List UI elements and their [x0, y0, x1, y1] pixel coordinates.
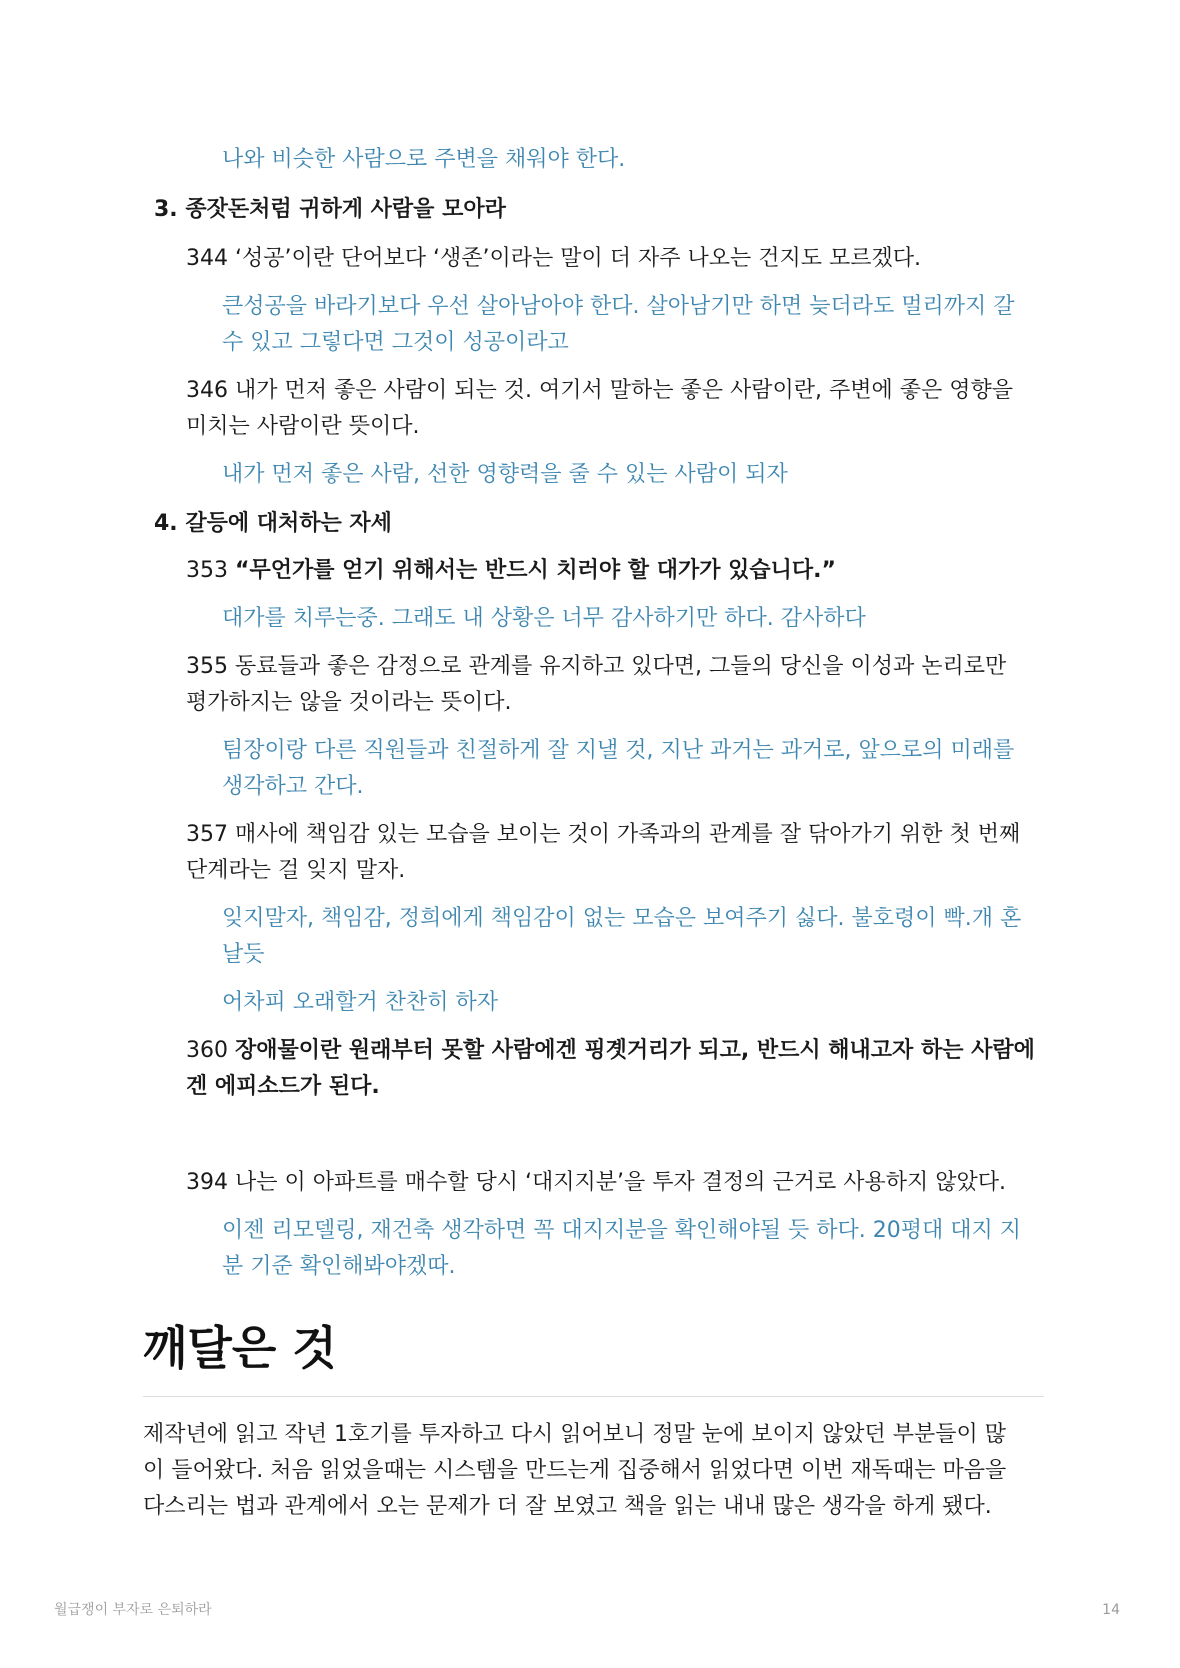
note-346: 내가 먼저 좋은 사람, 선한 영향력을 줄 수 있는 사람이 되자: [222, 462, 788, 487]
realization-heading: 깨달은 것: [143, 1321, 337, 1375]
list-number: 4.: [154, 511, 178, 536]
quote-355-line-2: 평가하지는 않을 것이라는 뜻이다.: [186, 690, 512, 715]
footer-page-number: 14: [1102, 1602, 1120, 1618]
quote-353: [186, 556, 836, 586]
note-357-line-2: 날듯: [222, 942, 265, 967]
realization-paragraph-line-2: 이 들어왔다. 처음 읽었을때는 시스템을 만드는게 집중해서 읽었다면 이번 재독때는 마음을: [143, 1458, 1007, 1483]
section-title: 종잣돈처럼 귀하게 사람을 모아라: [185, 197, 506, 222]
note-355-line-2: 생각하고 간다.: [222, 774, 364, 799]
footer-book-title: 월급쟁이 부자로 은퇴하라: [54, 1602, 212, 1618]
section-4-heading: [154, 509, 392, 539]
quote-346-line-2: 미치는 사람이란 뜻이다.: [186, 414, 420, 439]
note-357-line-3: 어차피 오래할거 찬찬히 하자: [222, 990, 499, 1015]
realization-paragraph-line-1: 제작년에 읽고 작년 1호기를 투자하고 다시 읽어보니 정말 눈에 보이지 않았던 부분들이 많: [143, 1422, 1006, 1447]
quote-394: 394 나는 이 아파트를 매수할 당시 ‘대지지분’을 투자 결정의 근거로 사용하지 않았다.: [186, 1170, 1006, 1195]
quote-357-line-2: 단계라는 걸 잊지 말자.: [186, 858, 406, 883]
quote-360-line-1: [186, 1036, 1035, 1066]
quote-text: 장애물이란 원래부터 못할 사람에겐 핑곗거리가 되고, 반드시 해내고자 하는 사람에: [235, 1038, 1035, 1063]
quote-360-line-2: 겐 에피소드가 된다.: [186, 1074, 380, 1099]
quote-344: 344 ‘성공’이란 단어보다 ‘생존’이라는 말이 더 자주 나오는 건지도 모르겠다.: [186, 246, 921, 271]
section-3-heading: [154, 195, 506, 225]
quote-number: 360: [186, 1038, 228, 1063]
quote-357-line-1: 357 매사에 책임감 있는 모습을 보이는 것이 가족과의 관계를 잘 닦아가기 위한 첫 번째: [186, 822, 1021, 847]
note-353: 대가를 치루는중. 그래도 내 상황은 너무 감사하기만 하다. 감사하다: [222, 606, 866, 631]
note-344-line-1: 큰성공을 바라기보다 우선 살아남아야 한다. 살아남기만 하면 늦더라도 멀리까지 갈: [222, 294, 1015, 319]
note-355-line-1: 팀장이랑 다른 직원들과 친절하게 잘 지낼 것, 지난 과거는 과거로, 앞으로의 미래를: [222, 738, 1015, 763]
quote-number: 353: [186, 558, 228, 583]
quote-346-line-1: 346 내가 먼저 좋은 사람이 되는 것. 여기서 말하는 좋은 사람이란, 주변에 좋은 영향을: [186, 378, 1013, 403]
quote-text: “무언가를 얻기 위해서는 반드시 치러야 할 대가가 있습니다.”: [235, 558, 836, 583]
note-357-line-1: 잊지말자, 책임감, 정희에게 책임감이 없는 모습은 보여주기 싫다. 불호령이 빡.개 혼: [222, 906, 1022, 931]
heading-divider: [143, 1396, 1044, 1397]
quote-355-line-1: 355 동료들과 좋은 감정으로 관계를 유지하고 있다면, 그들의 당신을 이성과 논리로만: [186, 654, 1007, 679]
realization-paragraph-line-3: 다스리는 법과 관계에서 오는 문제가 더 잘 보였고 책을 읽는 내내 많은 생각을 하게 됐다.: [143, 1494, 992, 1519]
note-394-line-1: 이젠 리모델링, 재건축 생각하면 꼭 대지지분을 확인해야될 듯 하다. 20평대 대지 지: [222, 1218, 1021, 1243]
section-title: 갈등에 대처하는 자세: [185, 511, 392, 536]
list-number: 3.: [154, 197, 178, 222]
note-text: 나와 비슷한 사람으로 주변을 채워야 한다.: [222, 147, 626, 172]
note-394-line-2: 분 기준 확인해봐야겠따.: [222, 1254, 456, 1279]
note-344-line-2: 수 있고 그렇다면 그것이 성공이라고: [222, 330, 569, 355]
